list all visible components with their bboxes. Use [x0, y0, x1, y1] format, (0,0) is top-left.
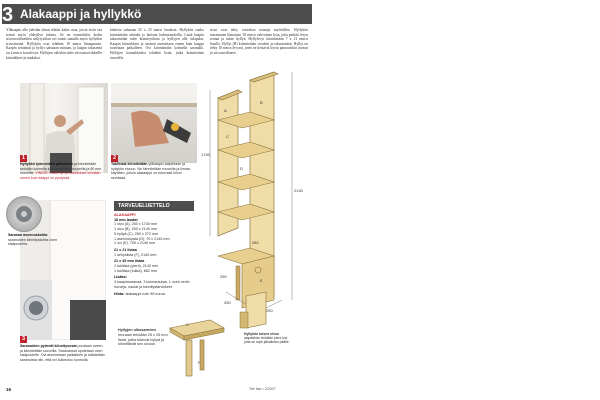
- caption-tip: VINKKI: Kaikki työ ja tasoitukset tehdään ennen kuin kaappi on pystyssä.: [20, 171, 101, 180]
- callout-lead: Hyllyjen ulkosarmien: [118, 328, 156, 332]
- issue-info: Tee itse • 2/2007: [249, 387, 276, 391]
- page-title: Alakaappi ja hyllykkö: [20, 7, 142, 21]
- photo-number-badge: 2: [112, 155, 117, 161]
- foot-notch-drawing: [238, 290, 298, 330]
- materials-group-title: 21 x 21 listaa: [114, 247, 137, 252]
- text-column-3: sivut ovat tehty oviaukon reunoja myötäillen. Hyllykön etureunaan liimataan 18 mm:n vahvuinen lista, joka peittää levyn reunat ja tukee hyllyä. Hyllylevyt kiinnitetään 7 x 21 mm:n listalla. Hyllyt (B) kiinnitetään sivuihin ja takaseinään. Hyllyt on tehty 18 mm:n levystä, joten ne kestävät hyvin painavatkin tavarat ja siivousvälineet.: [210, 28, 308, 55]
- foot-notch-callout: [244, 332, 292, 345]
- photo-caption-2: [111, 162, 197, 180]
- materials-item: 1 ovi (E), 700 x 2140 mm: [114, 241, 156, 246]
- caption-text: ja kiinnitetään seinään kolmella kulmaraudalla, ruuveilla ja 80 mm ruuveilla.: [20, 162, 102, 175]
- callout-text: reunaan tehdään 25 x 25 mm listat, jotka tukevat hyllyä ja kiinnittävät sen sivuun.: [118, 332, 168, 347]
- caption-lead: Saranoiden pyöreät kiinnitysosat: [20, 344, 77, 348]
- materials-item: 1 tukilista (pieni), 2140 mm: [114, 264, 159, 269]
- text-column-2: kaluista sahataan 25 x 25 mm:n laudasta. Hyllykön runko kiinnitetään seinään ja lattiaan kulmaraudoilla. Lisää kaapin takaseinään tulee kiinnityslistat ja hyllyjen alle tukipalat. Kaapin kiinnikkeet ja saranat asennetaan ennen kuin kaappi nostetaan paikalleen. Ovi kiinnitetään kolmella saranalla. Hyllyjen kannakkeiksi tehdään listat, jotka kiinnitetään ruuveilla.: [110, 28, 204, 60]
- caption-lead: Tukilistat kiinnitetään: [111, 162, 148, 166]
- diagram-label: B: [260, 100, 263, 105]
- photo-number-badge: 1: [21, 155, 26, 161]
- materials-item: 1 asennuspala (D), 70 x 2140 mm: [114, 236, 170, 241]
- price-note: alakaappi noin 95 euroa.: [125, 291, 166, 296]
- dimension-label: 250: [266, 308, 273, 313]
- photo-caption-1: [20, 162, 106, 180]
- materials-heading: TARVEUELUETTELO: [114, 201, 194, 211]
- photo-mounting-shelf: [20, 83, 108, 173]
- materials-item: 1 kehyslista (F), 2140 mm: [114, 252, 157, 257]
- section-number: 3: [2, 4, 14, 26]
- materials-section-title: ALAKAAPPI: [114, 213, 136, 217]
- caption-lead: Hyllykkö työnnetään paikalleen: [20, 162, 74, 166]
- diagram-label: E: [260, 278, 263, 283]
- materials-group-title: Lisäksi: [114, 275, 127, 280]
- caption-text: yläkaapin alapintaan ja hyllykön sivuun. Ne kiinnitetään ruuveilla ja liimaa käyttäen, jolloin alakaappi on tukevasti kiinni seinässä.: [111, 162, 190, 180]
- materials-list: [114, 213, 192, 296]
- diagram-label: C: [186, 322, 189, 327]
- callout-lead: Saranan asennuskohta: [8, 233, 48, 237]
- dimension-label: 1740: [201, 152, 210, 157]
- page-number: 16: [6, 387, 12, 392]
- materials-group-title: 21 x 45 mm listaa: [114, 259, 145, 264]
- diagram-label: F: [198, 360, 201, 365]
- dimension-label: 250: [220, 274, 227, 279]
- dimension-label: 282: [252, 240, 259, 245]
- materials-item: 1 sivu (A), 250 x 1740 mm: [114, 222, 158, 227]
- dimension-label: 2140: [294, 188, 303, 193]
- callout-lead: Hyllykön toisen sivun: [244, 332, 279, 336]
- callout-text: alapäähän tehdään pieni lovi, jotta se sopii jalkalistan päälle.: [244, 336, 290, 345]
- materials-group-title: 18 mm laudat: [114, 217, 138, 222]
- materials-item: 1 sivu (B), 250 x 2140 mm: [114, 227, 158, 232]
- callout-text: saranoiden kiinnityskohta oven sisäpuolella.: [8, 237, 58, 246]
- materials-item: 3 kaapinsaranaa, 3 kulmarautaa, 1 oven vedin: [114, 280, 190, 285]
- cabinet-exploded-diagram: [196, 60, 306, 320]
- materials-item: 1 tukilista (tukka), 682 mm: [114, 268, 158, 273]
- hinge-callout: [8, 233, 58, 247]
- text-column-1: Yläkaapin alle jäävään tilaan tehtiin kaksi osaa, joista isoin osa toimii myös ylähyllyn tukena. Se on esimerkiksi kodin siivousvälineiden säilytystilan ovi toimii samalla myös hyllykön sivuseinänä. Hyllykön osat tehdään 18 mm:n liimapuusta. Kaapin seinämät ja hyllyt sahataan mittaan, ja kaapin takaseinä on 4 mm:n kovalevyä. Hyllyjen väleihin tulee siivoustarvikkeille kiinnikkeet ja naulakot.: [6, 28, 102, 60]
- photo-fixing-strips: [111, 83, 197, 163]
- dimension-label: 250: [224, 300, 231, 305]
- photo-caption-3: [20, 344, 106, 362]
- materials-item: ruuveja, naulat ja kiinnitystarvikkeet: [114, 284, 173, 289]
- diagram-label: A: [224, 108, 227, 113]
- price-label: Hinta:: [114, 291, 125, 296]
- hinge-detail-inset: [6, 196, 42, 232]
- shelf-detail-drawing: [160, 310, 230, 380]
- caption-text: porataan oveen ja kiinnitetään ruuveilla. Saranaosat upotetaan oven sisäpuolelle. Ovi asennetaan paikalleen ja säädetään saranoista niin, että ovi sulkeutuu kunnolla.: [20, 344, 105, 362]
- diagram-label: C: [226, 134, 229, 139]
- materials-item: 5 hyllyä (C), 250 x 272 mm: [114, 231, 159, 236]
- diagram-label: D: [240, 166, 243, 171]
- photo-number-badge: 3: [21, 336, 26, 342]
